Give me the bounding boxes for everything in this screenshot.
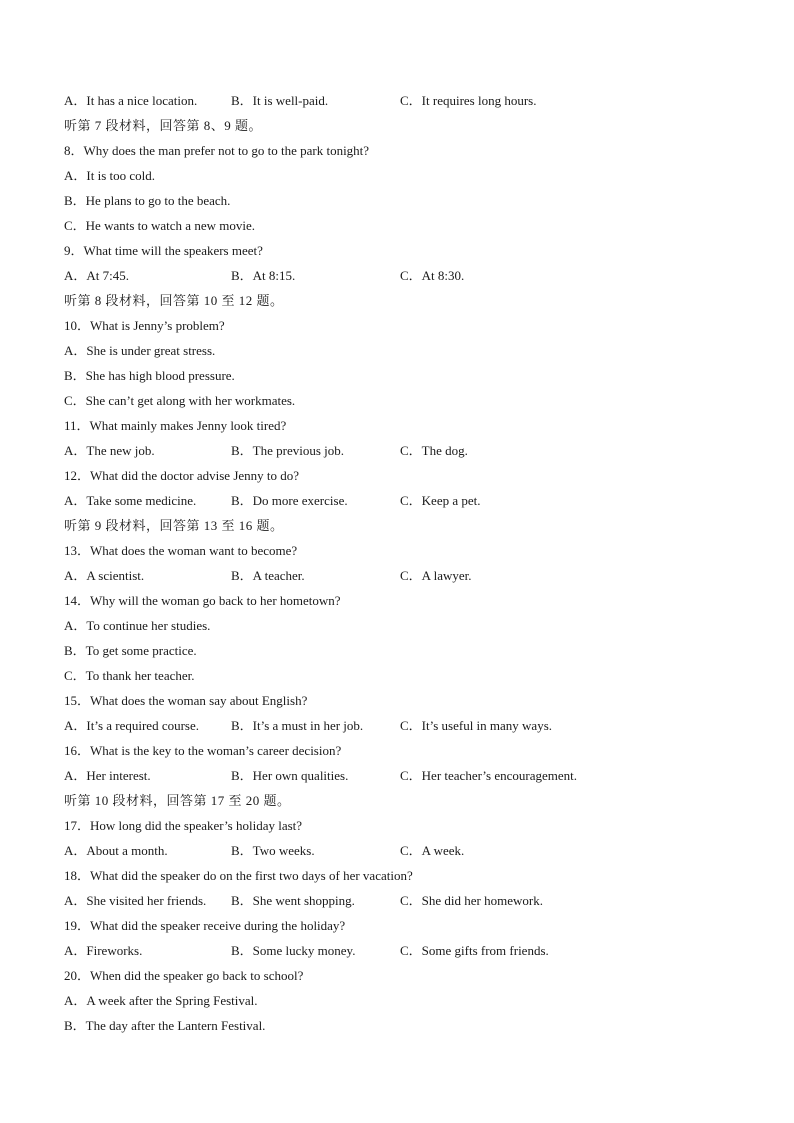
question-stem: 11．What mainly makes Jenny look tired? <box>64 418 287 433</box>
option-b: B．A teacher. <box>231 568 305 583</box>
option-b: B．It is well-paid. <box>231 93 329 108</box>
answer-options-row <box>64 888 744 913</box>
option-b: B．At 8:15. <box>231 268 296 283</box>
option-c: C．Some gifts from friends. <box>400 943 549 958</box>
question-stem: 14．Why will the woman go back to her hometown? <box>64 593 341 608</box>
answer-options-row <box>64 563 744 588</box>
option-c: C．A week. <box>400 843 465 858</box>
option-b: B．Some lucky money. <box>231 943 356 958</box>
answer-option: C．He wants to watch a new movie. <box>64 218 255 233</box>
option-c: C．She did her homework. <box>400 893 543 908</box>
option-a: A．Her interest. <box>64 768 151 783</box>
answer-options-row <box>64 713 744 738</box>
answer-option: A．To continue her studies. <box>64 618 211 633</box>
option-a: A．Take some medicine. <box>64 493 197 508</box>
section-instruction: 听第 7 段材料，回答第 8、9 题。 <box>64 118 263 133</box>
question-stem: 15．What does the woman say about English? <box>64 693 308 708</box>
answer-option: C．To thank her teacher. <box>64 668 195 683</box>
answer-options-row <box>64 838 744 863</box>
answer-option: A．It is too cold. <box>64 168 155 183</box>
answer-options-row <box>64 438 744 463</box>
answer-options-row <box>64 938 744 963</box>
question-stem: 18．What did the speaker do on the first two days of her vacation? <box>64 868 413 883</box>
option-a: A．Fireworks. <box>64 943 143 958</box>
answer-options-row <box>64 88 744 113</box>
question-stem: 17．How long did the speaker’s holiday last? <box>64 818 303 833</box>
option-c: C．A lawyer. <box>400 568 472 583</box>
option-a: A．It has a nice location. <box>64 93 198 108</box>
answer-option: B．She has high blood pressure. <box>64 368 235 383</box>
question-stem: 12．What did the doctor advise Jenny to do? <box>64 468 300 483</box>
option-b: B．Two weeks. <box>231 843 315 858</box>
question-stem: 20．When did the speaker go back to school? <box>64 968 304 983</box>
section-instruction: 听第 10 段材料，回答第 17 至 20 题。 <box>64 793 291 808</box>
question-stem: 13．What does the woman want to become? <box>64 543 298 558</box>
section-instruction: 听第 8 段材料，回答第 10 至 12 题。 <box>64 293 284 308</box>
option-b: B．She went shopping. <box>231 893 355 908</box>
answer-options-row <box>64 488 744 513</box>
option-a: A．At 7:45. <box>64 268 130 283</box>
option-a: A．About a month. <box>64 843 168 858</box>
section-instruction: 听第 9 段材料，回答第 13 至 16 题。 <box>64 518 284 533</box>
option-b: B．Do more exercise. <box>231 493 348 508</box>
question-stem: 10．What is Jenny’s problem? <box>64 318 225 333</box>
option-a: A．The new job. <box>64 443 155 458</box>
answer-option: A．A week after the Spring Festival. <box>64 993 258 1008</box>
question-stem: 16．What is the key to the woman’s career decision? <box>64 743 342 758</box>
question-stem: 19．What did the speaker receive during the holiday? <box>64 918 346 933</box>
answer-options-row <box>64 763 744 788</box>
option-a: A．A scientist. <box>64 568 145 583</box>
exam-page <box>64 88 744 1038</box>
option-c: C．The dog. <box>400 443 468 458</box>
option-c: C．It’s useful in many ways. <box>400 718 553 733</box>
option-b: B．The previous job. <box>231 443 345 458</box>
answer-option: B．He plans to go to the beach. <box>64 193 231 208</box>
option-c: C．It requires long hours. <box>400 93 537 108</box>
question-stem: 9．What time will the speakers meet? <box>64 243 263 258</box>
question-stem: 8．Why does the man prefer not to go to the park tonight? <box>64 143 370 158</box>
answer-option: C．She can’t get along with her workmates. <box>64 393 296 408</box>
option-a: A．She visited her friends. <box>64 893 207 908</box>
answer-option: B．The day after the Lantern Festival. <box>64 1018 266 1033</box>
option-a: A．It’s a required course. <box>64 718 200 733</box>
option-b: B．Her own qualities. <box>231 768 349 783</box>
option-b: B．It’s a must in her job. <box>231 718 364 733</box>
answer-option: B．To get some practice. <box>64 643 197 658</box>
option-c: C．Keep a pet. <box>400 493 481 508</box>
answer-options-row <box>64 263 744 288</box>
option-c: C．Her teacher’s encouragement. <box>400 768 577 783</box>
option-c: C．At 8:30. <box>400 268 465 283</box>
answer-option: A．She is under great stress. <box>64 343 216 358</box>
